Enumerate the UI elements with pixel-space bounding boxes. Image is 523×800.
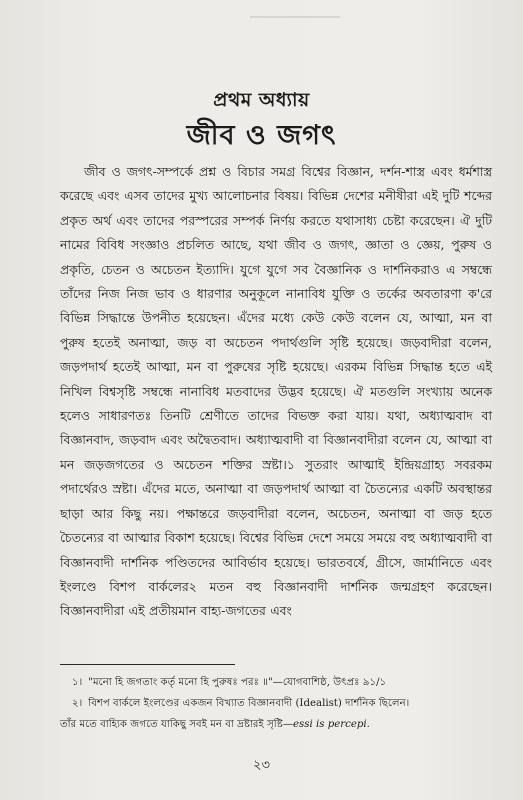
footnote-number: ২। [72,698,83,709]
footnote-1 [60,672,492,693]
footnotes [60,672,492,735]
body-paragraph: জীব ও জগৎ-সম্পর্কে প্রশ্ন ও বিচার সমগ্র বিশ্বের বিজ্ঞান, দর্শন-শাস্ত্র এবং ধর্মশাস্ত্র করেছে এবং এসব তাদের মুখ্য আলোচনার বিষয়। বিভিন্ন দেশের মনীষীরা এই দুটি শব্দের প্রকৃত অর্থ এবং তাদের পরস্পরের সম্পর্ক নির্ণয় করতে যথাসাধ্য চেষ্টা করেছেন। ঐ দুটি নামের বিবিধ সংজ্ঞাও প্রচলিত আছে, যথা জীব ও জগৎ, জ্ঞাতা ও জ্ঞেয়, পুরুষ ও প্রকৃতি, চেতন ও অচেতন ইত্যাদি। যুগে যুগে সব বৈজ্ঞানিক ও দার্শনিকরাও এ সম্বন্ধে তাঁদের নিজ নিজ ভাব ও ধারণার অনুকূলে নানাবিধ যুক্তি ও তর্কের অবতারণা ক'রে বিভিন্ন সিদ্ধান্তে উপনীত হয়েছেন। এঁদের মধ্যে কেউ কেউ বলেন যে, আত্মা, মন বা পুরুষ হতেই অনাত্মা, জড় বা অচেতন পদার্থগুলি সৃষ্টি হয়েছে। জড়বাদীরা বলেন, জড়পদার্থ হতেই আত্মা, মন বা পুরুষের সৃষ্টি হয়েছে। এরকম বিভিন্ন সিদ্ধান্ত হতে এই নিখিল বিশ্বসৃষ্টি সম্বন্ধে নানাবিধ মতবাদের উদ্ভব হয়েছে। ঐ মতগুলি সংখ্যায় অনেক হলেও সাধারণতঃ তিনটি শ্রেণীতে তাদের বিভক্ত করা যায়। যথা, অধ্যাত্মবাদ বা বিজ্ঞানবাদ, জড়বাদ এবং অদ্বৈতবাদ। অধ্যাত্মবাদী বা বিজ্ঞানবাদীরা বলেন যে, আত্মা বা মন জড়জগতের ও অচেতন শক্তির স্রষ্টা।১ সুতরাং আত্মাই ইন্দ্রিয়গ্রাহ্য সবরকম পদার্থেরও স্রষ্টা। এঁদের মতে, অনাত্মা বা জড়পদার্থ আত্মা বা চৈতন্যের একটি অবস্থান্তর ছাড়া আর কিছু নয়। পক্ষান্তরে জড়বাদীরা বলেন, অচেতন, অনাত্মা বা জড় হতে চৈতন্যের বা আত্মার বিকাশ হয়েছে। বিশ্বের বিভিন্ন দেশে সময়ে সময়ে বহু অধ্যাত্মবাদী বা বিজ্ঞানবাদী দার্শনিক পণ্ডিতদের আবির্ভাব হয়েছে। ভারতবর্ষে, গ্রীসে, জার্মানিতে এবং ইংলণ্ডে বিশপ বার্কলের২ মতন বহু বিজ্ঞানবাদী দার্শনিক জন্মগ্রহণ করেছেন। বিজ্ঞানবাদীরা এই প্রতীয়মান বাহ্য-জগতের এবং [60,164,492,619]
bleed-through-header [0,10,523,24]
footnote-text: "মনো হি জগতাং কর্তৃ মনো হি পুরুষঃ পরঃ ॥"—যোগবাশিষ্ঠ, উৎপ্রঃ ৯১/১ [88,677,387,688]
footnote-text: তাঁর মতে বাহ্যিক জগতে যাকিছু সবই মন বা দ্রষ্টারই সৃষ্টি— [60,719,294,730]
chapter-label: প্রথম অধ্যায় [213,89,310,111]
footnote-2-continuation [60,714,492,735]
chapter-title: জীব ও জগৎ [186,120,337,151]
footnote-divider [60,664,235,665]
footnote-text: বিশপ বার্কলে ইংলণ্ডের একজন বিখ্যাত বিজ্ঞানবাদী (Idealist) দার্শনিক ছিলেন। [88,698,410,709]
latin-phrase: essi is percepi. [293,719,370,730]
footnote-2 [60,693,492,714]
page-number: ২৩ [253,758,270,773]
footnote-number: ১। [72,677,83,688]
